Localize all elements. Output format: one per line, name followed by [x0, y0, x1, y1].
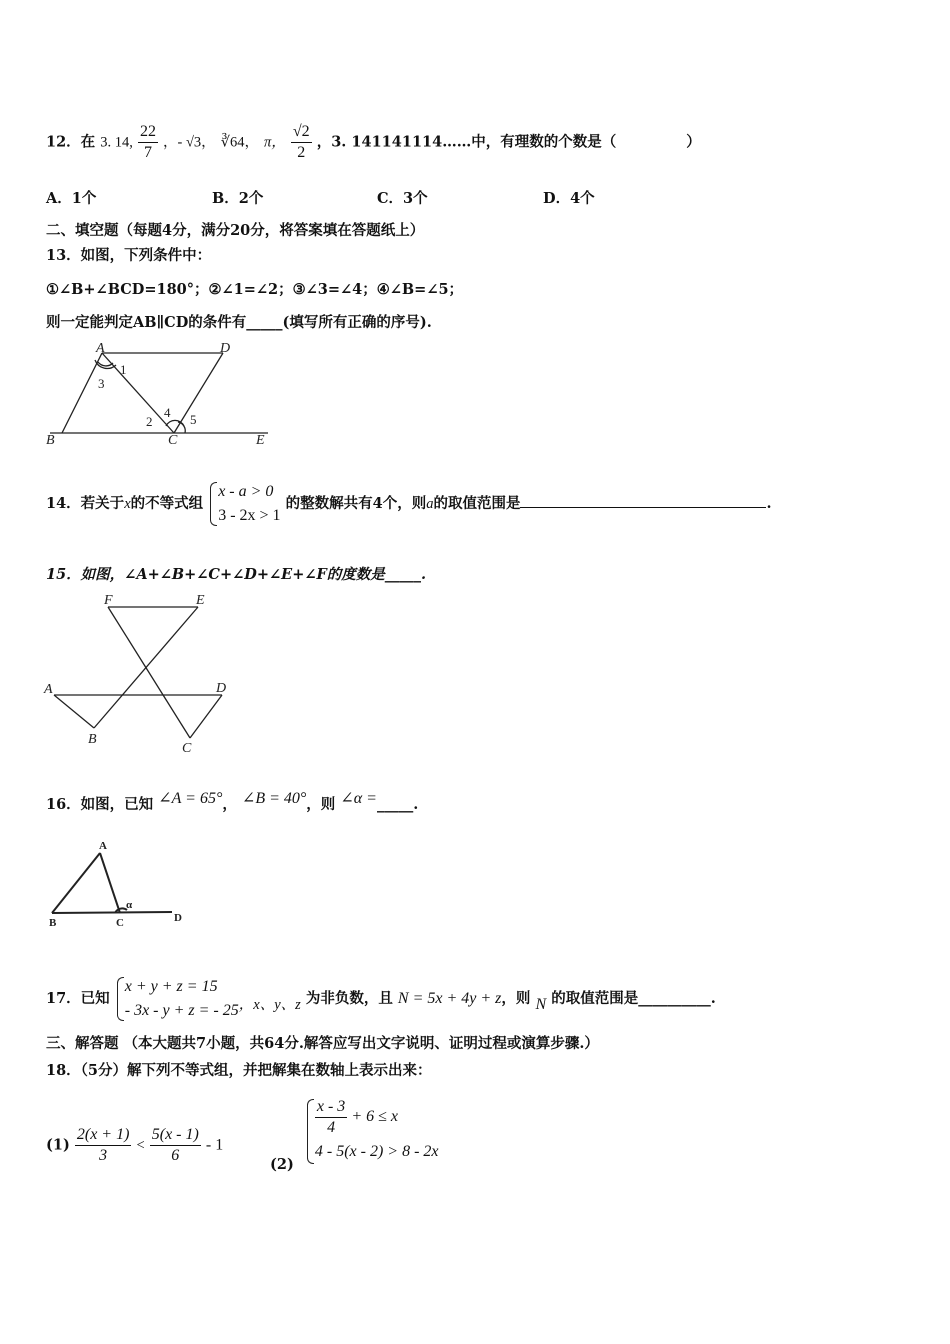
svg-text:B: B — [88, 732, 97, 747]
q12-option-b: B．2个 — [212, 190, 264, 207]
svg-text:5: 5 — [190, 412, 197, 427]
section-2-heading: 二、填空题（每题4分，满分20分，将答案填在答题纸上） — [46, 222, 425, 239]
svg-text:A: A — [99, 840, 107, 852]
svg-text:1: 1 — [120, 362, 127, 377]
q12-option-d: D．4个 — [543, 190, 595, 207]
q13-stem: 13．如图，下列条件中： — [46, 247, 212, 264]
q14: 14．若关于x的不等式组 x - a > 0 3 - 2x > 1 的整数解共有4个，则a的取值范围是 . — [46, 480, 772, 528]
svg-text:F: F — [104, 593, 113, 608]
svg-text:D: D — [216, 681, 227, 696]
label-b: B — [46, 433, 55, 448]
svg-text:B: B — [49, 917, 57, 929]
label-e: E — [256, 433, 265, 448]
label-c: C — [168, 433, 178, 448]
svg-text:E: E — [196, 593, 205, 608]
figure-16 — [44, 838, 194, 930]
q13-conditions: ①∠B+∠BCD=180°；②∠1=∠2；③∠3=∠4；④∠B=∠5； — [46, 281, 464, 298]
q12-option-c: C．3个 — [377, 190, 428, 207]
q17-equation-system: x + y + z = 15 - 3x - y + z = - 25 — [115, 975, 239, 1023]
q17: 17．已知 x + y + z = 15 - 3x - y + z = - 25 ，x、y、z 为非负数，且 N = 5x + 4y + z，则 N 的取值范围是__________. — [46, 975, 716, 1023]
q18-part-1: (1) $\frac{2(x + 1)}{3}$ < $\frac{5(x - 1)}{6}$ - 1 — [46, 1126, 224, 1164]
q12: 12．在 3. 14, $\frac{22}{7}$ ，- √3， ∛64， π， $\frac{√2}{2}$ ，3. 141141114……中，有理数的个数是（ ） — [46, 123, 701, 161]
figure-15 — [40, 590, 240, 758]
figure-13 — [40, 338, 280, 450]
q15: 15．如图，∠A+∠B+∠C+∠D+∠E+∠F的度数是_____. — [46, 566, 427, 583]
q13-question: 则一定能判定AB∥CD的条件有_____(填写所有正确的序号). — [46, 314, 432, 331]
svg-text:C: C — [182, 741, 192, 756]
q16: 16．如图，已知 ∠A = 65°， ∠B = 40°，则 ∠α =_____. — [46, 790, 419, 813]
label-a: A — [96, 341, 105, 356]
fraction-sqrt2-2: $\frac{√2}{2}$ — [292, 123, 310, 161]
svg-text:C: C — [116, 917, 124, 929]
svg-text:3: 3 — [98, 376, 105, 391]
label-d: D — [220, 341, 231, 356]
svg-text:2: 2 — [146, 414, 153, 429]
svg-text:4: 4 — [164, 405, 171, 420]
svg-text:D: D — [174, 912, 182, 924]
svg-text:A: A — [44, 682, 53, 697]
q18-part-2: (2) $\frac{x - 3}{4}$ + 6 ≤ x 4 - 5(x - 2) > 8 - 2x — [270, 1098, 439, 1173]
svg-text:α: α — [126, 899, 133, 911]
q18-stem: 18．（5分）解下列不等式组，并把解集在数轴上表示出来： — [46, 1062, 432, 1079]
section-3-heading: 三、解答题 （本大题共7小题，共64分.解答应写出文字说明、证明过程或演算步骤.） — [46, 1035, 599, 1052]
q18-part-2-system: $\frac{x - 3}{4}$ + 6 ≤ x 4 - 5(x - 2) > 8 - 2x — [305, 1097, 439, 1166]
fraction-22-7: $\frac{22}{7}$ — [139, 123, 156, 161]
q14-inequality-system: x - a > 0 3 - 2x > 1 — [208, 480, 280, 528]
q12-option-a: A．1个 — [46, 190, 97, 207]
